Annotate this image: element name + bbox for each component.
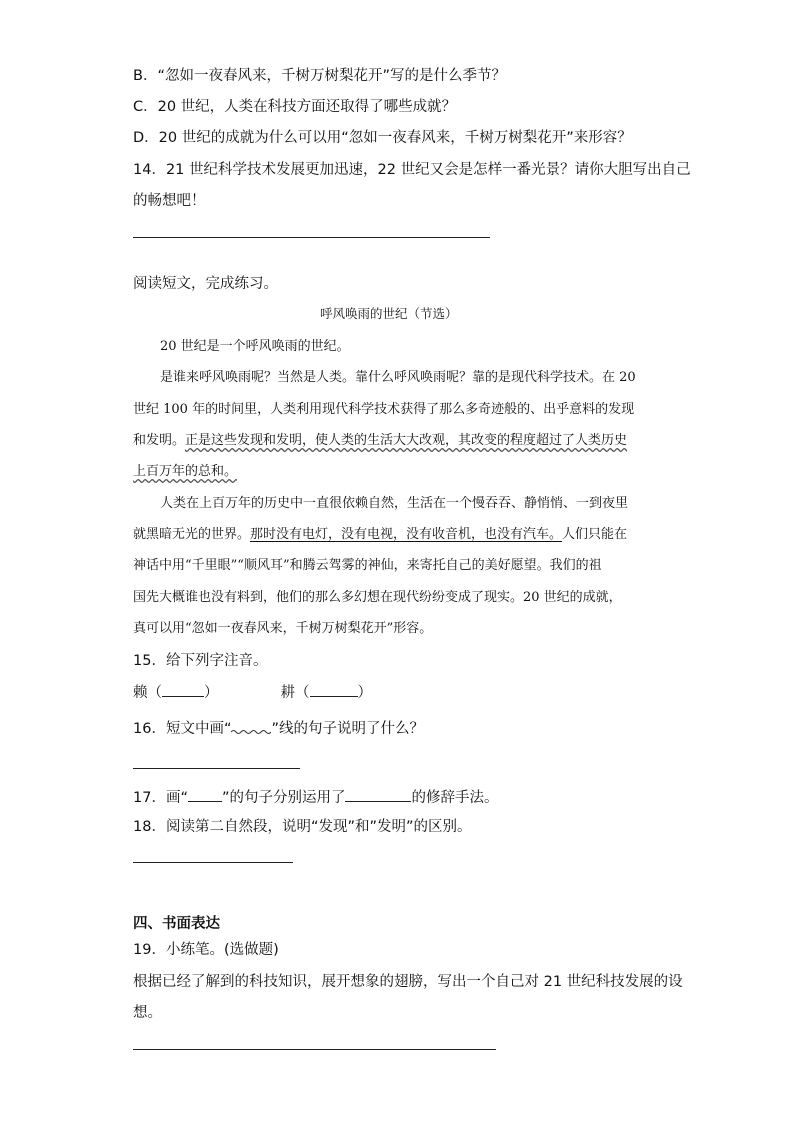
passage-p2-line2: 世纪 100 年的时间里，人类利用现代科学技术获得了那么多奇迹般的、出乎意料的发现 (133, 402, 635, 417)
answer-line-q14 (133, 237, 490, 238)
wavy-line-sample (231, 718, 271, 733)
pinyin-blank-1[interactable] (162, 681, 204, 697)
straight-underlined-sentence: 那时没有电灯，没有电视，没有收音机，也没有汽车。 (250, 527, 563, 542)
question-14-line1: 14．21 世纪科学技术发展更加迅速，22 世纪又会是怎样一番光景？请你大胆写出自己 (133, 162, 691, 178)
question-13d: D．20 世纪的成就为什么可以用“忽如一夜春风来，千树万树梨花开”来形容？ (133, 130, 632, 146)
answer-line-q18 (133, 862, 293, 863)
wavy-underlined-sentence-end: 上百万年的总和。 (133, 464, 238, 479)
passage-p3-line5: 真可以用“忽如一夜春风来，千树万树梨花开”形容。 (133, 621, 433, 636)
question-13c: C．20 世纪，人类在科技方面还取得了哪些成就？ (133, 99, 457, 115)
straight-line-sample (188, 786, 222, 802)
question-15-pinyin-row: 赖（ ） 耕（ ） (133, 681, 372, 703)
passage-p3-line2: 就黑暗无光的世界。那时没有电灯，没有电视，没有收音机，也没有汽车。人们只能在 (133, 527, 628, 542)
question-19-prompt-line1: 根据已经了解到的科技知识，展开想象的翅膀，写出一个自己对 21 世纪科技发展的设 (133, 974, 683, 990)
passage-p3-line1: 人类在上百万年的历史中一直很依赖自然，生活在一个慢吞吞、静悄悄、一到夜里 (160, 496, 629, 511)
question-15: 15．给下列字注音。 (133, 653, 268, 669)
passage-p3-line3: 神话中用“千里眼”“顺风耳”和腾云驾雾的神仙，来寄托自己的美好愿望。我们的祖 (133, 558, 602, 573)
passage-p2-line1: 是谁来呼风唤雨呢？当然是人类。靠什么呼风唤雨呢？靠的是现代科学技术。在 20 (160, 370, 636, 385)
question-19-prompt-line2: 想。 (133, 1005, 162, 1021)
pinyin-char-lai: 赖（ (133, 685, 162, 701)
question-14-line2: 的畅想吧！ (133, 193, 206, 209)
answer-line-q19 (133, 1049, 496, 1050)
answer-line-q16 (133, 768, 300, 769)
question-18: 18．阅读第二自然段，说明“发现”和”发明”的区别。 (133, 819, 472, 835)
passage-title: 呼风唤雨的世纪（节选） (320, 306, 458, 321)
reading-instruction: 阅读短文，完成练习。 (133, 276, 278, 292)
section-heading-written-expression: 四、书面表达 (133, 916, 220, 932)
pinyin-blank-2[interactable] (310, 681, 358, 697)
question-17: 17．画“ ”的句子分别运用了 的修辞手法。 (133, 786, 498, 808)
passage-p2-line3: 和发明。正是这些发现和发明，使人类的生活大大改观，其改变的程度超过了人类历史 (133, 433, 628, 448)
question-13b: B．“忽如一夜春风来，千树万树梨花开”写的是什么季节？ (133, 68, 506, 84)
passage-p2-line4 (133, 462, 237, 482)
rhetoric-answer-blank[interactable] (345, 786, 411, 802)
question-16: 16．短文中画“ ”线的句子说明了什么？ (133, 718, 424, 739)
pinyin-char-geng: 耕（ (280, 685, 310, 701)
wavy-underlined-sentence: 正是这些发现和发明，使人类的生活大大改观，其改变的程度超过了人类历史 (185, 433, 628, 448)
passage-p3-line4: 国先大概谁也没有料到，他们的那么多幻想在现代纷纷变成了现实。20 世纪的成就， (133, 590, 622, 605)
passage-paragraph-1: 20 世纪是一个呼风唤雨的世纪。 (160, 339, 350, 354)
question-19: 19．小练笔。(选做题) (133, 942, 279, 958)
